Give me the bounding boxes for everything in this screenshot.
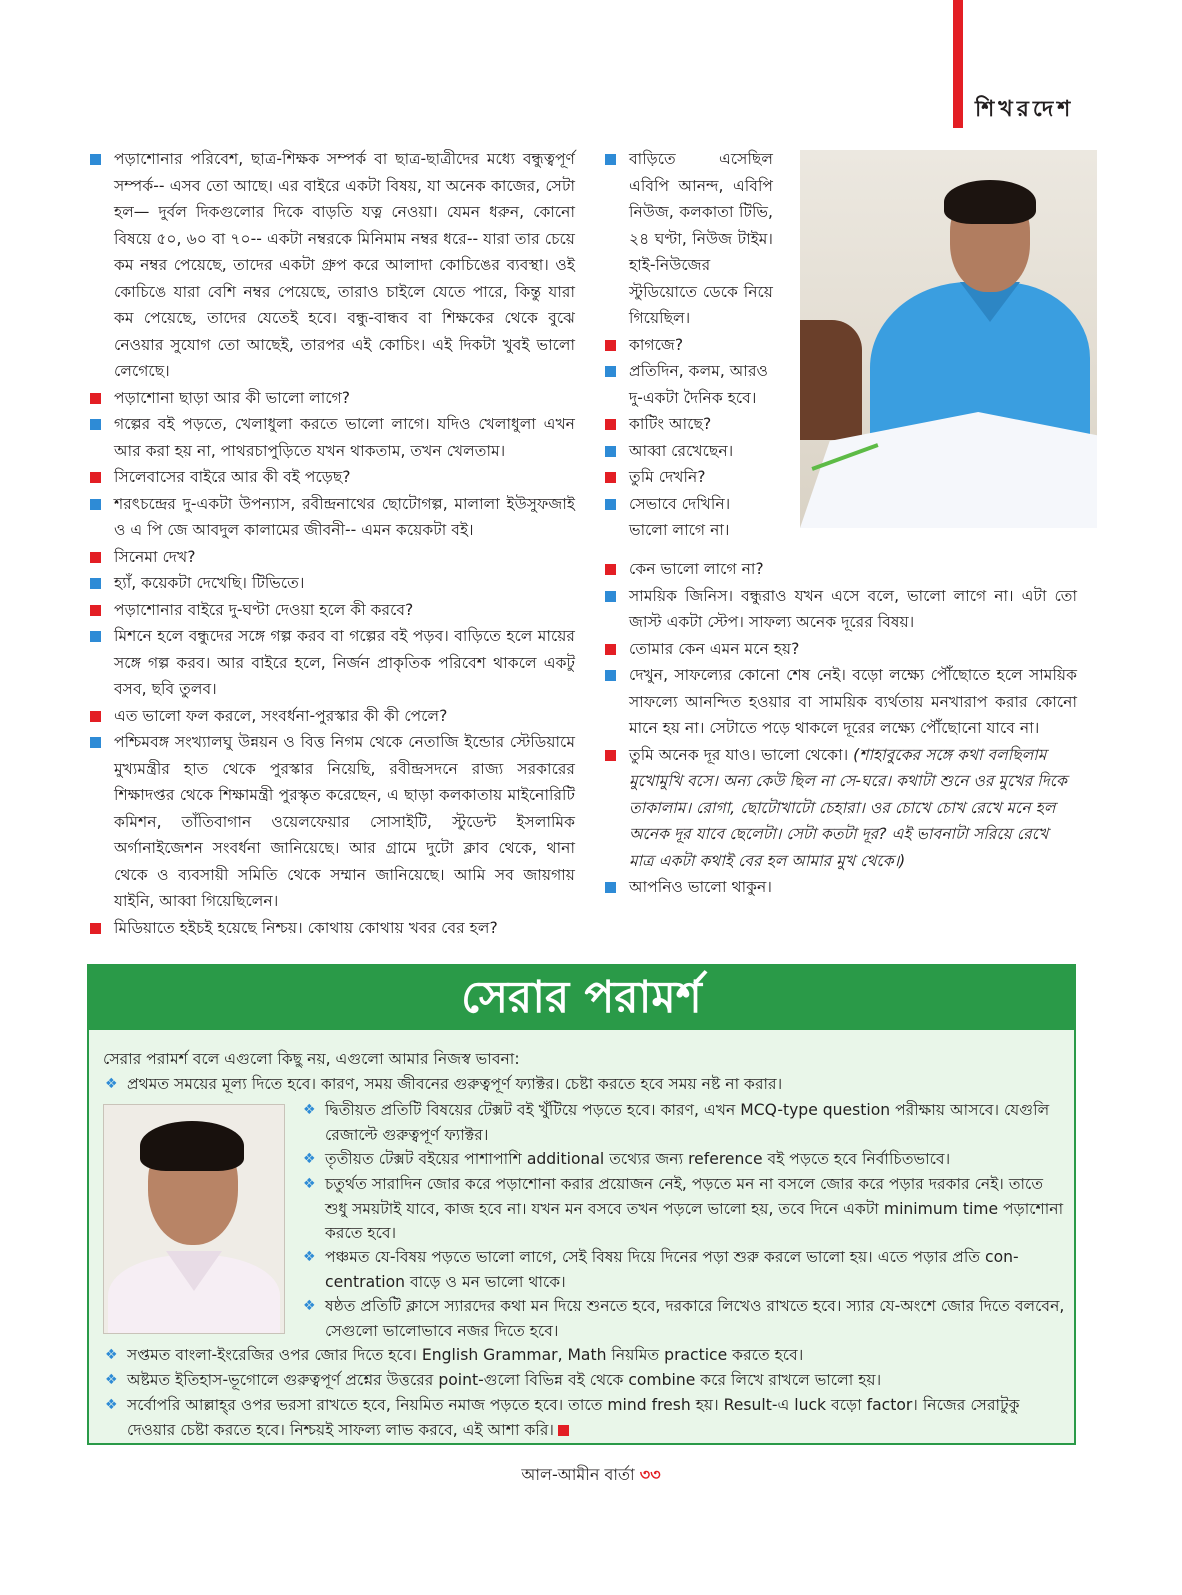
answer-marker: [605, 882, 616, 893]
answer-paragraph: শরৎচন্দ্রের দু-একটা উপন্যাস, রবীন্দ্রনাথের ছোটোগল্প, মালালা ইউসুফজাই ও এ পি জে আবদুল কালামের জীবনী-- এমন কয়েকটা বই।: [88, 491, 575, 544]
answer-marker: [90, 631, 101, 642]
answer-marker: [605, 591, 616, 602]
page-footer: [0, 1462, 1182, 1489]
section-tag: শিখরদেশ: [975, 97, 1075, 122]
interview-right-wide-column: [603, 556, 1077, 901]
question-paragraph: এত ভালো ফল করলে, সংবর্ধনা-পুরস্কার কী কী পেলে?: [88, 703, 575, 730]
answer-marker: [605, 446, 616, 457]
question-paragraph: সিনেমা দেখ?: [88, 544, 575, 571]
magazine-name: আল-আমীন বার্তা: [521, 1465, 635, 1484]
answer-paragraph: আপনিও ভালো থাকুন।: [603, 874, 1077, 901]
end-of-article-mark: [558, 1425, 569, 1436]
answer-paragraph: বাড়িতে এসেছিল এবিপি আনন্দ, এবিপি নিউজ, কলকাতা টিভি, ২৪ ঘণ্টা, নিউজ টাইম। হাই-নিউজের স্টুডিয়োতে ডেকে নিয়ে গিয়েছিল।: [603, 146, 773, 332]
advice-tip: ❖ দ্বিতীয়ত প্রতিটি বিষয়ের টেক্সট বই খুঁটিয়ে পড়তে হবে। কারণ, এখন MCQ-type question পরীক্ষায় আসবে। যেগুলি রেজাল্টে গুরুত্বপূর্ণ ফ্যাক্টর।: [301, 1098, 1065, 1147]
question-marker: [605, 750, 616, 761]
question-marker: [90, 711, 101, 722]
question-paragraph: তোমার কেন এমন মনে হয়?: [603, 636, 1077, 663]
page-number: ৩৩: [639, 1465, 661, 1484]
question-paragraph: কাগজে?: [603, 332, 773, 359]
answer-paragraph: সেভাবে দেখিনি। ভালো লাগে না।: [603, 491, 773, 544]
diamond-bullet-icon: ❖: [105, 1397, 118, 1413]
diamond-bullet-icon: ❖: [105, 1347, 118, 1363]
diamond-bullet-icon: ❖: [105, 1372, 118, 1388]
answer-marker: [90, 154, 101, 165]
question-marker: [605, 472, 616, 483]
question-marker: [90, 393, 101, 404]
answer-marker: [90, 499, 101, 510]
answer-marker: [90, 578, 101, 589]
question-marker: [90, 923, 101, 934]
answer-marker: [605, 499, 616, 510]
hair-shape: [944, 180, 1036, 224]
answer-paragraph: পশ্চিমবঙ্গ সংখ্যালঘু উন্নয়ন ও বিত্ত নিগম থেকে নেতাজি ইন্ডোর স্টেডিয়ামে মুখ্যমন্ত্রীর হাত থেকে পুরস্কার নিয়েছি, রবীন্দ্রসদনে রাজ্য সরকারের শিক্ষাদপ্তর থেকে শিক্ষামন্ত্রী পুরস্কৃত করেছেন, এ ছাড়া কলকাতায় মাইনোরিটি কমিশন, তাঁতিবাগান ওয়েলফেয়ার সোসাইটি, স্টুডেন্ট ইসলামিক অর্গানাইজেশন সংবর্ধনা জানিয়েছে। আর গ্রামে দুটো ক্লাব থেকে, থানা থেকে ও ব্যবসায়ী সমিতি থেকে সম্মান জানিয়েছে। আমি সব জায়গায় যাইনি, আব্বা গিয়েছিলেন।: [88, 729, 575, 915]
question-marker: [605, 419, 616, 430]
question-marker: [605, 644, 616, 655]
question-paragraph: তুমি দেখনি?: [603, 464, 773, 491]
hair-shape: [140, 1121, 244, 1171]
question-marker: [90, 605, 101, 616]
answer-marker: [605, 366, 616, 377]
answer-paragraph: আব্বা রেখেছেন।: [603, 438, 773, 465]
advice-tip: ❖ পঞ্চমত যে-বিষয় পড়তে ভালো লাগে, সেই বিষয় দিয়ে দিনের পড়া শুরু করলে ভালো হয়। এতে পড়ার প্রতি con-centration বাড়ে ও মন ভালো থাকে।: [301, 1245, 1065, 1294]
interviewer-note: (শাহাবুকের সঙ্গে কথা বলছিলাম মুখোমুখি বসে। অন্য কেউ ছিল না সে-ঘরে। কথাটা শুনে ওর মুখের দিকে তাকালাম। রোগা, ছোটোখাটো চেহারা। ওর চোখে চোখ রেখে মনে হল অনেক দূর যাবে ছেলেটা। সেটা কতটা দূর? এই ভাবনাটা সরিয়ে রেখে মাত্র একটা কথাই বের হল আমার মুখ থেকে।): [629, 745, 1067, 870]
advice-box: [87, 964, 1076, 1445]
diamond-bullet-icon: ❖: [303, 1249, 316, 1265]
diamond-bullet-icon: ❖: [303, 1298, 316, 1314]
answer-paragraph: মিশনে হলে বন্ধুদের সঙ্গে গল্প করব বা গল্পের বই পড়ব। বাড়িতে হলে মায়ের সঙ্গে গল্প করব। আর বাইরে হলে, নির্জন প্রাকৃতিক পরিবেশ থাকলে একটু বসব, ছবি তুলব।: [88, 623, 575, 703]
answer-paragraph: সাময়িক জিনিস। বন্ধুরাও যখন এসে বলে, ভালো লাগে না। এটা তো জাস্ট একটা স্টেপ। সাফল্য অনেক দূরের বিষয়।: [603, 583, 1077, 636]
advice-title: সেরার পরামর্শ: [89, 966, 1074, 1030]
interview-right-narrow-column: [603, 146, 773, 544]
answer-paragraph: প্রতিদিন, কলম, আরও দু-একটা দৈনিক হবে।: [603, 358, 773, 411]
diamond-bullet-icon: ❖: [303, 1151, 316, 1167]
answer-marker: [605, 154, 616, 165]
answer-paragraph: দেখুন, সাফল্যের কোনো শেষ নেই। বড়ো লক্ষ্যে পৌঁছোতে হলে সাময়িক সাফল্যে আনন্দিত হওয়ার বা সাময়িক ব্যর্থতায় মনখারাপ করার কোনো মানে হয় না। সেটাতে পড়ে থাকলে দূরের লক্ষ্যে পৌঁছোনো যাবে না।: [603, 662, 1077, 742]
advice-tip: ❖ তৃতীয়ত টেক্সট বইয়ের পাশাপাশি additional তথ্যের জন্য reference বই পড়তে হবে নির্বাচিতভাবে।: [301, 1147, 1065, 1172]
advice-tip: ❖ প্রথমত সময়ের মূল্য দিতে হবে। কারণ, সময় জীবনের গুরুত্বপূর্ণ ফ্যাক্টর। চেষ্টা করতে হবে সময় নষ্ট না করার।: [103, 1072, 1063, 1097]
question-paragraph: মিডিয়াতে হইচই হয়েছে নিশ্চয়। কোথায় কোথায় খবর বের হল?: [88, 915, 575, 942]
answer-marker: [90, 419, 101, 430]
student-reading-photo: [800, 150, 1097, 528]
diamond-bullet-icon: ❖: [303, 1102, 316, 1118]
question-paragraph: কাটিং আছে?: [603, 411, 773, 438]
advice-intro: সেরার পরামর্শ বলে এগুলো কিছু নয়, এগুলো আমার নিজস্ব ভাবনা:: [103, 1050, 520, 1068]
answer-marker: [90, 737, 101, 748]
question-marker: [90, 552, 101, 563]
advice-tip: ❖ চতুর্থত সারাদিন জোর করে পড়াশোনা করার প্রয়োজন নেই, পড়তে মন না বসলে জোর করে পড়ার দরকার নেই। তাতে শুধু সময়টাই যাবে, কাজ হবে না। যখন মন বসবে তখন পড়লে ভালো হয়, তবে দিনে একটা minimum time পড়াশোনা করতে হবে।: [301, 1172, 1065, 1246]
advice-tip: ❖ অষ্টমত ইতিহাস-ভূগোলে গুরুত্বপূর্ণ প্রশ্নের উত্তরের point-গুলো বিভিন্ন বই থেকে combine করে লিখে রাখলে ভালো হয়।: [103, 1368, 1063, 1393]
question-marker: [605, 564, 616, 575]
interview-left-column: [88, 146, 575, 941]
header-accent-bar: [953, 0, 963, 128]
advice-tip: ❖ সপ্তমত বাংলা-ইংরেজির ওপর জোর দিতে হবে। English Grammar, Math নিয়মিত practice করতে হবে।: [103, 1343, 1063, 1368]
answer-marker: [605, 670, 616, 681]
answer-paragraph: হ্যাঁ, কয়েকটা দেখেছি। টিভিতে।: [88, 570, 575, 597]
question-paragraph: পড়াশোনার বাইরে দু-ঘণ্টা দেওয়া হলে কী করবে?: [88, 597, 575, 624]
question-paragraph: সিলেবাসের বাইরে আর কী বই পড়েছ?: [88, 464, 575, 491]
advice-tip: ❖ সর্বোপরি আল্লাহ্‌র ওপর ভরসা রাখতে হবে, নিয়মিত নমাজ পড়তে হবে। তাতে mind fresh হয়। Result-এ luck বড়ো factor। নিজের সেরাটুকু দেওয়ার চেষ্টা করতে হবে। নিশ্চয়ই সাফল্য লাভ করবে, এই আশা করি।: [103, 1393, 1063, 1442]
question-paragraph: পড়াশোনা ছাড়া আর কী ভালো লাগে?: [88, 385, 575, 412]
answer-paragraph: পড়াশোনার পরিবেশ, ছাত্র-শিক্ষক সম্পর্ক বা ছাত্র-ছাত্রীদের মধ্যে বন্ধুত্বপূর্ণ সম্পর্ক-- এসব তো আছে। এর বাইরে একটা বিষয়, যা অনেক কাজের, সেটা হল— দুর্বল দিকগুলোর দিকে বাড়তি যত্ন নেওয়া। যেমন ধরুন, কোনো বিষয়ে ৫০, ৬০ বা ৭০-- একটা নম্বরকে মিনিমাম নম্বর ধরে-- যারা তার চেয়ে কম নম্বর পেয়েছে, তাদের একটা গ্রুপ করে আলাদা কোচিঙের ব্যবস্থা। ওই কোচিঙে যারা বেশি নম্বর পেয়েছে, তারাও চাইলে যেতে পারে, কিন্তু যারা কম পেয়েছে, তাদের যেতেই হবে। বন্ধু-বান্ধব বা শিক্ষকের থেকে বুঝে নেওয়ার সুযোগ তো আছেই, তারপর এই কোচিং। এই দিকটা খুবই ভালো লেগেছে।: [88, 146, 575, 385]
question-marker: [605, 340, 616, 351]
diamond-bullet-icon: ❖: [105, 1076, 118, 1092]
student-portrait-photo: [103, 1104, 285, 1334]
question-marker: [90, 472, 101, 483]
question-paragraph: কেন ভালো লাগে না?: [603, 556, 1077, 583]
question-paragraph: তুমি অনেক দূর যাও। ভালো থেকো। (শাহাবুকের সঙ্গে কথা বলছিলাম মুখোমুখি বসে। অন্য কেউ ছিল না সে-ঘরে। কথাটা শুনে ওর মুখের দিকে তাকালাম। রোগা, ছোটোখাটো চেহারা। ওর চোখে চোখ রেখে মনে হল অনেক দূর যাবে ছেলেটা। সেটা কতটা দূর? এই ভাবনাটা সরিয়ে রেখে মাত্র একটা কথাই বের হল আমার মুখ থেকে।): [603, 742, 1077, 875]
chair-shape: [800, 320, 862, 440]
advice-tip: ❖ ষষ্ঠত প্রতিটি ক্লাসে স্যারদের কথা মন দিয়ে শুনতে হবে, দরকারে লিখেও রাখতে হবে। স্যার যে-অংশে জোর দিতে বলবেন, সেগুলো ভালোভাবে নজর দিতে হবে।: [301, 1294, 1065, 1343]
diamond-bullet-icon: ❖: [303, 1176, 316, 1192]
answer-paragraph: গল্পের বই পড়তে, খেলাধুলা করতে ভালো লাগে। যদিও খেলাধুলা এখন আর করা হয় না, পাথরচাপুড়িতে যখন থাকতাম, তখন খেলতাম।: [88, 411, 575, 464]
